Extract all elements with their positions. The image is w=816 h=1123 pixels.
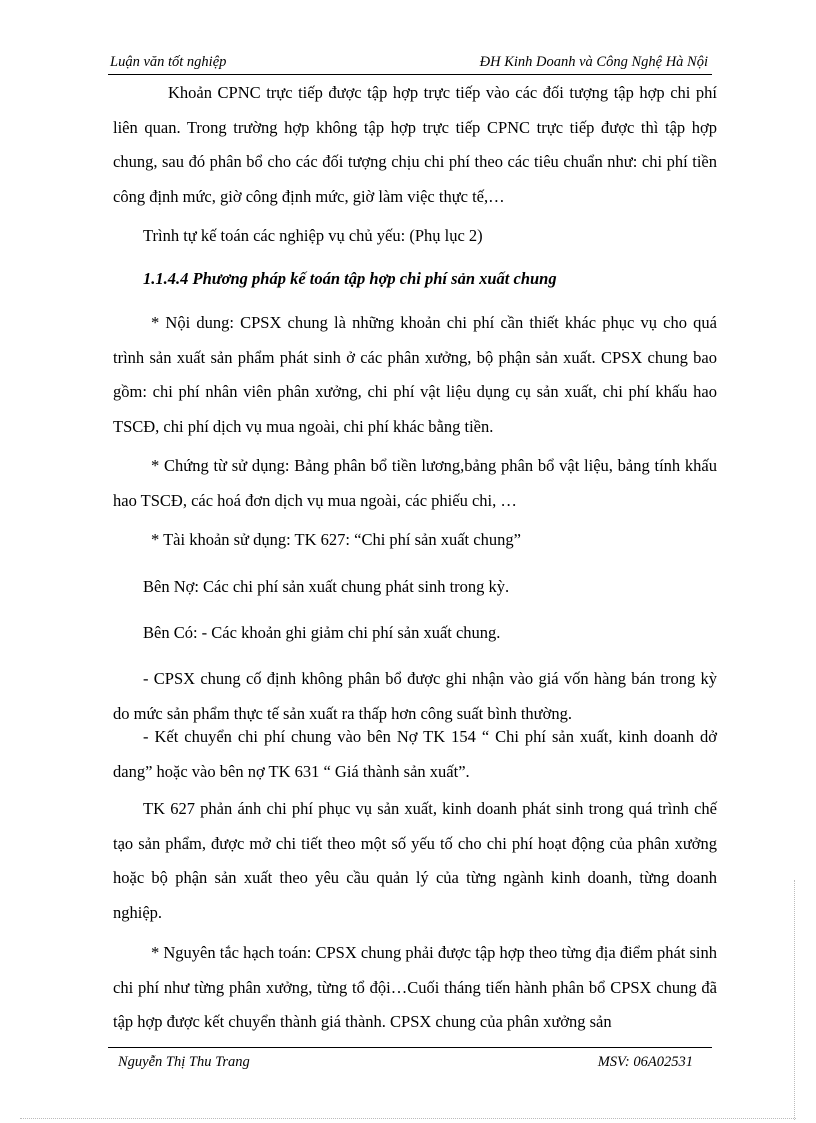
page-header bbox=[108, 50, 708, 74]
footer-student-id: MSV: 06A02531 bbox=[597, 1054, 693, 1070]
page-border-right bbox=[794, 880, 795, 1120]
paragraph-11: * Nguyên tắc hạch toán: CPSX chung phải được tập hợp theo từng địa điểm phát sinh chi phí như từng phân xưởng, từng tổ đội…Cuối tháng tiến hành phân bổ CPSX chung đã tập hợp được kết chuyển thành giá thành. CPSX chung của phân xưởng sản bbox=[113, 943, 717, 1031]
header-rule bbox=[108, 74, 712, 75]
paragraph-7: Bên Có: - Các khoản ghi giảm chi phí sản xuất chung. bbox=[143, 623, 501, 642]
section-heading: 1.1.4.4 Phương pháp kế toán tập hợp chi phí sản xuất chung bbox=[143, 269, 557, 288]
header-left-text: Luận văn tốt nghiệp bbox=[110, 54, 227, 70]
paragraph-1: Khoản CPNC trực tiếp được tập hợp trực tiếp vào các đối tượng tập hợp chi phí liên quan. Trong trường hợp không tập hợp trực tiếp CPNC trực tiếp được thì tập hợp chung, sau đó phân bổ cho các đối tượng chịu chi phí theo các tiêu chuẩn như: chi phí tiền công định mức, giờ công định mức, giờ làm việc thực tế,… bbox=[113, 83, 717, 206]
footer-rule bbox=[108, 1047, 712, 1048]
footer-author: Nguyễn Thị Thu Trang bbox=[118, 1054, 250, 1070]
page-border-bottom bbox=[20, 1118, 796, 1119]
paragraph-6: Bên Nợ: Các chi phí sản xuất chung phát sinh trong kỳ. bbox=[143, 577, 510, 596]
header-right-text: ĐH Kinh Doanh và Công Nghệ Hà Nội bbox=[479, 54, 708, 70]
paragraph-4: * Chứng từ sử dụng: Bảng phân bổ tiền lương,bảng phân bổ vật liệu, bảng tính khấu hao TSCĐ, các hoá đơn dịch vụ mua ngoài, các phiếu chi, … bbox=[113, 456, 717, 510]
paragraph-3: * Nội dung: CPSX chung là những khoản chi phí cần thiết khác phục vụ cho quá trình sản xuất sản phẩm phát sinh ở các phân xưởng, bộ phận sản xuất. CPSX chung bao gồm: chi phí nhân viên phân xưởng, chi phí vật liệu dụng cụ sản xuất, chi phí khấu hao TSCĐ, chi phí dịch vụ mua ngoài, chi phí khác bằng tiền. bbox=[113, 313, 717, 436]
paragraph-5: * Tài khoản sử dụng: TK 627: “Chi phí sản xuất chung” bbox=[151, 530, 521, 549]
paragraph-10: TK 627 phản ánh chi phí phục vụ sản xuất, kinh doanh phát sinh trong quá trình chế tạo sản phẩm, được mở chi tiết theo một số yếu tố cho chi phí hoạt động của phân xưởng hoặc bộ phận sản xuất theo yêu cầu quản lý của từng ngành kinh doanh, từng doanh nghiệp. bbox=[113, 799, 717, 922]
paragraph-8: - CPSX chung cố định không phân bổ được ghi nhận vào giá vốn hàng bán trong kỳ do mức sản phẩm thực tế sản xuất ra thấp hơn công suất bình thường. bbox=[113, 669, 717, 723]
paragraph-9: - Kết chuyển chi phí chung vào bên Nợ TK 154 “ Chi phí sản xuất, kinh doanh dở dang” hoặc vào bên nợ TK 631 “ Giá thành sản xuất”. bbox=[113, 727, 717, 781]
paragraph-2: Trình tự kế toán các nghiệp vụ chủ yếu: (Phụ lục 2) bbox=[143, 226, 483, 245]
